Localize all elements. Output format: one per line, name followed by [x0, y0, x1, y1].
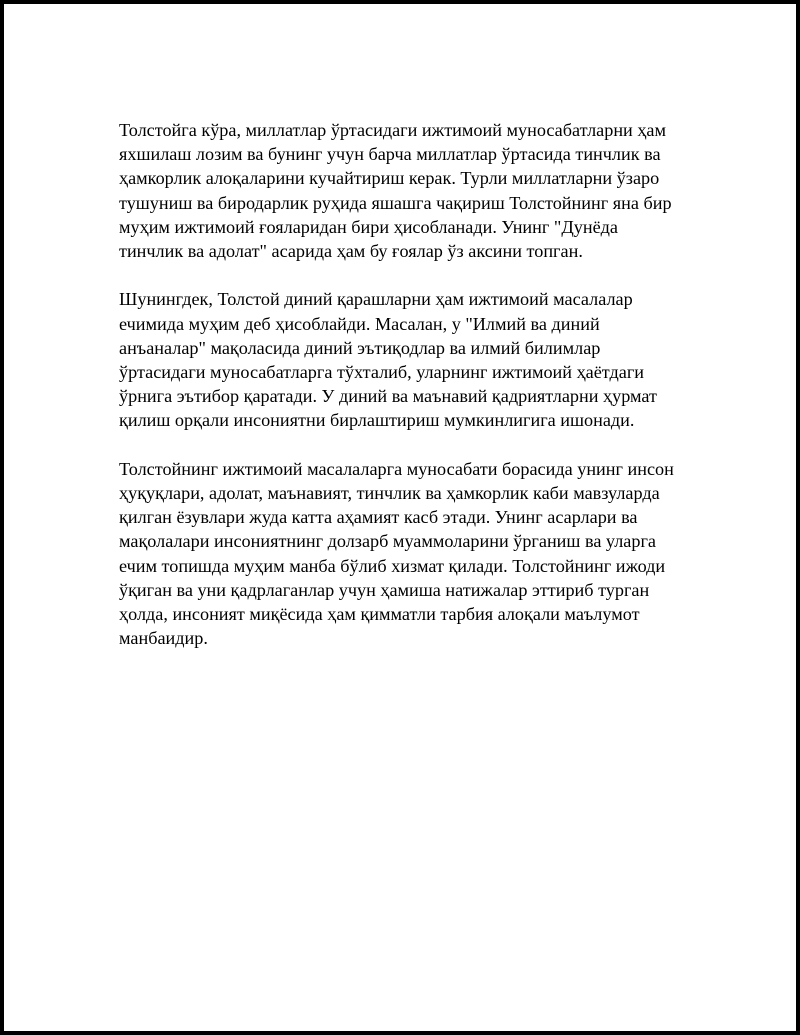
text-line: қилган ёзувлари жуда катта аҳамият касб этади. Унинг асарлари ва — [119, 507, 638, 528]
paragraph-1 — [119, 118, 699, 263]
text-line: Толстойга кўра, миллатлар ўртасидаги ижтимоий муносабатларни ҳам — [119, 120, 667, 140]
text-line: ечимида муҳим деб ҳисоблайди. Масалан, у "Илмий ва диний — [119, 313, 600, 334]
paragraph-3 — [119, 457, 699, 651]
text-line: Толстойнинг ижтимоий масалаларга муносабати борасида унинг инсон — [119, 458, 674, 479]
text-line: ҳамкорлик алоқаларини кучайтириш керак. Турли миллатларни ўзаро — [119, 168, 660, 189]
text-line: муҳим ижтимоий ғояларидан бири ҳисобланади. Унинг "Дунёда — [119, 216, 618, 237]
document-body — [119, 118, 699, 650]
text-line: анъаналар" мақоласида диний эътиқодлар ва илмий билимлар — [119, 337, 601, 358]
text-line: ҳолда, инсоният миқёсида ҳам қимматли тарбия алоқали маълумот — [119, 604, 640, 625]
text-line: ўртасидаги муносабатларга тўхталиб, уларнинг ижтимоий ҳаётдаги — [119, 362, 645, 383]
text-line: тушуниш ва биродарлик руҳида яшашга чақириш Толстойнинг яна бир — [119, 192, 672, 213]
text-line: қилиш орқали инсониятни бирлаштириш мумкинлигига ишонади. — [119, 410, 635, 431]
text-line: ўқиган ва уни қадрлаганлар учун ҳамиша натижалар эттириб турган — [119, 579, 650, 600]
paragraph-2 — [119, 287, 699, 432]
text-line: Шунингдек, Толстой диний қарашларни ҳам ижтимоий масалалар — [119, 289, 633, 310]
text-line: ҳуқуқлари, адолат, маънавият, тинчлик ва ҳамкорлик каби мавзуларда — [119, 483, 660, 504]
text-line: ечим топишда муҳим манба бўлиб хизмат қилади. Толстойнинг ижоди — [119, 555, 666, 576]
text-line: яхшилаш лозим ва бунинг учун барча миллатлар ўртасида тинчлик ва — [119, 144, 661, 165]
text-line: манбаидир. — [119, 628, 208, 649]
text-line: мақолалари инсониятнинг долзарб муаммоларини ўрганиш ва уларга — [119, 531, 657, 552]
text-line: тинчлик ва адолат" асарида ҳам бу ғоялар ўз аксини топган. — [119, 241, 583, 262]
text-line: ўрнига эътибор қаратади. У диний ва маънавий қадриятларни ҳурмат — [119, 386, 657, 407]
